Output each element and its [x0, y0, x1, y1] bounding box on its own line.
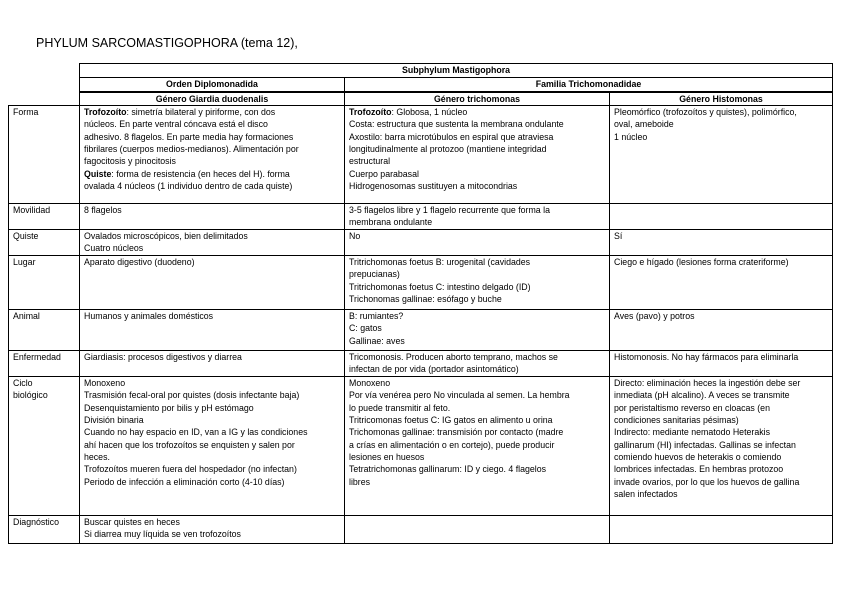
line-text: Por vía venérea pero No vinculada al semen. La hembra: [349, 390, 570, 401]
line-text: Ciego e hígado (lesiones forma crateriforme): [614, 257, 789, 267]
table-row: [9, 516, 833, 544]
cell-line: [349, 322, 606, 334]
cell-line: [349, 143, 606, 155]
line-text: División binaria: [84, 415, 144, 426]
line-text: condiciones sanitarias pésimas): [614, 415, 739, 426]
line-text: : Globosa, 1 núcleo: [391, 107, 468, 117]
cell-line: [614, 476, 829, 488]
cell-trichomonas: [345, 204, 610, 230]
line-text: oval, ameboide: [614, 119, 674, 130]
line-text: Cuerpo parabasal: [349, 168, 419, 179]
line-text: Cuando no hay espacio en ID, van a IG y las condiciones: [84, 427, 308, 438]
corner-cell: [9, 64, 80, 78]
bold-term: Trofozoíto: [84, 107, 127, 117]
line-text: Si diarrea muy líquida se ven trofozoítos: [84, 529, 241, 540]
cell-line: [349, 414, 606, 426]
cell-histomonas: [610, 204, 833, 230]
line-text: C: gatos: [349, 323, 382, 334]
cell-histomonas: [610, 256, 833, 310]
cell-line: [84, 451, 341, 463]
cell-line: [349, 155, 606, 167]
cell-line: [614, 414, 829, 426]
line-text: lo puede transmitir al feto.: [349, 402, 451, 413]
line-text: Tritrichomonas foetus C: intestino delgado (ID): [349, 281, 531, 292]
cell-line: [349, 131, 606, 143]
cell-giardia: [80, 351, 345, 377]
line-text: 1 núcleo: [614, 131, 648, 142]
cell-line: [84, 242, 341, 254]
line-text: lesiones en huesos: [349, 452, 425, 463]
cell-giardia: [80, 377, 345, 516]
line-text: Aparato digestivo (duodeno): [84, 257, 195, 267]
cell-line: [349, 281, 606, 293]
line-text: adhesivo. 8 flagelos. En parte media hay formaciones: [84, 131, 294, 142]
line-text: Monoxeno: [84, 378, 126, 388]
cell-line: [349, 451, 606, 463]
line-text: ovalada 4 núcleos (1 individuo dentro de cada quiste): [84, 181, 293, 192]
line-text: comiendo huevos de heterakis o comiendo: [614, 452, 782, 463]
cell-line: [614, 106, 829, 118]
cell-giardia: [80, 516, 345, 544]
cell-trichomonas: [345, 377, 610, 516]
cell-line: [84, 310, 341, 322]
cell-giardia: [80, 256, 345, 310]
corner-cell: [9, 78, 80, 92]
line-text: Sí: [614, 231, 623, 241]
genus-header-histomonas: Género Histomonas: [610, 92, 833, 106]
cell-line: [614, 402, 829, 414]
line-text: Directo: eliminación heces la ingestión debe ser: [614, 378, 801, 388]
corner-cell: [9, 92, 80, 106]
line-text: : simetría bilateral y piriforme, con dos: [126, 107, 276, 117]
cell-line: [349, 426, 606, 438]
mastigophora-table: [8, 63, 833, 544]
row-label: Forma: [9, 106, 80, 204]
cell-line: [349, 230, 606, 242]
cell-line: [84, 204, 341, 216]
row-label: Lugar: [9, 256, 80, 310]
line-text: Monoxeno: [349, 378, 391, 388]
row-label: Enfermedad: [9, 351, 80, 377]
row-label: Diagnóstico: [9, 516, 80, 544]
row-label: [9, 377, 80, 516]
cell-giardia: [80, 310, 345, 351]
cell-line: [614, 439, 829, 451]
cell-line: [349, 363, 606, 375]
cell-line: [84, 143, 341, 155]
cell-line: [614, 118, 829, 130]
cell-histomonas: [610, 377, 833, 516]
cell-line: [349, 351, 606, 363]
familia-header: Familia Trichomonadidae: [345, 78, 833, 92]
bold-term: Trofozoíto: [349, 107, 392, 117]
table-row: [9, 351, 833, 377]
cell-line: [84, 106, 341, 118]
cell-line: [84, 414, 341, 426]
line-text: 8 flagelos: [84, 205, 122, 215]
line-text: Trasmisión fecal-oral por quistes (dosis infectante baja): [84, 390, 300, 401]
line-text: por peristaltismo reverso en cloacas (en: [614, 402, 770, 413]
cell-trichomonas: [345, 310, 610, 351]
line-text: Costa: estructura que sustenta la membrana ondulante: [349, 119, 564, 130]
line-text: libres: [349, 476, 371, 487]
table-row: [9, 106, 833, 204]
cell-line: [84, 351, 341, 363]
cell-line: [349, 204, 606, 216]
cell-line: [349, 106, 606, 118]
cell-line: [349, 439, 606, 451]
cell-histomonas: [610, 106, 833, 204]
page-title: PHYLUM SARCOMASTIGOPHORA (tema 12),: [36, 36, 298, 50]
cell-line: [349, 293, 606, 305]
line-text: lombrices infectadas. En hembras protozoo: [614, 464, 784, 475]
cell-line: [614, 451, 829, 463]
line-text: Tetratrichomonas gallinarum: ID y ciego. 4 flagelos: [349, 464, 547, 475]
cell-line: [349, 402, 606, 414]
cell-line: [84, 528, 341, 540]
cell-line: [84, 426, 341, 438]
line-text: Tritrichomonas foetus B: urogenital (cavidades: [349, 257, 531, 267]
line-text: Histomonosis. No hay fármacos para eliminarla: [614, 352, 799, 362]
cell-line: [84, 439, 341, 451]
cell-line: [349, 256, 606, 268]
table-row: [9, 310, 833, 351]
cell-line: [614, 131, 829, 143]
line-text: Trofozoítos mueren fuera del hospedador (no infectan): [84, 464, 297, 475]
line-text: membrana ondulante: [349, 217, 433, 228]
cell-line: [84, 377, 341, 389]
line-text: heces.: [84, 452, 110, 463]
genus-header-giardia: Género Giardia duodenalis: [80, 92, 345, 106]
cell-line: [349, 180, 606, 192]
cell-line: [614, 463, 829, 475]
cell-line: [84, 118, 341, 130]
cell-line: [614, 310, 829, 322]
cell-line: [614, 230, 829, 242]
cell-line: [349, 310, 606, 322]
line-text: núcleos. En parte ventral cóncava está el disco: [84, 119, 268, 130]
cell-giardia: [80, 106, 345, 204]
cell-giardia: [80, 204, 345, 230]
line-text: Pleomórfico (trofozoítos y quistes), polimórfico,: [614, 107, 797, 117]
row-label-line: biológico: [13, 390, 48, 401]
line-text: prepucianas): [349, 269, 400, 280]
line-text: gallinarum (HI) infectadas. Gallinas se infectan: [614, 439, 796, 450]
cell-line: [349, 268, 606, 280]
table-row: [9, 204, 833, 230]
line-text: : forma de resistencia (en heces del H). forma: [111, 168, 290, 179]
cell-line: [84, 463, 341, 475]
line-text: longitudinalmente al protozoo (mantiene integridad: [349, 144, 547, 155]
line-text: salen infectados: [614, 489, 678, 500]
cell-line: [614, 256, 829, 268]
cell-line: [349, 463, 606, 475]
row-label: Quiste: [9, 230, 80, 256]
line-text: No: [349, 231, 361, 241]
cell-histomonas: [610, 351, 833, 377]
cell-trichomonas: [345, 351, 610, 377]
line-text: Cuatro núcleos: [84, 243, 144, 254]
cell-line: [84, 256, 341, 268]
cell-line: [349, 476, 606, 488]
line-text: a crías en alimentación o en cortejo), puede producir: [349, 439, 555, 450]
table-row: [9, 230, 833, 256]
bold-term: Quiste: [84, 168, 112, 179]
cell-line: [84, 168, 341, 180]
cell-line: [349, 216, 606, 228]
cell-giardia: [80, 230, 345, 256]
row-label-line: Ciclo: [13, 378, 33, 388]
line-text: Desenquistamiento por bilis y pH estómago: [84, 402, 254, 413]
row-label: Movilidad: [9, 204, 80, 230]
cell-line: [84, 402, 341, 414]
line-text: Giardiasis: procesos digestivos y diarrea: [84, 352, 242, 362]
table-row: [9, 377, 833, 516]
line-text: fibrilares (cuerpos medios-medianos). Alimentación por: [84, 144, 299, 155]
line-text: infectan de por vida (portador asintomático): [349, 364, 519, 375]
cell-line: [614, 426, 829, 438]
line-text: 3-5 flagelos libre y 1 flagelo recurrente que forma la: [349, 205, 550, 215]
line-text: Hidrogenosomas sustituyen a mitocondrias: [349, 181, 518, 192]
line-text: invade ovarios, por lo que los huevos de gallina: [614, 476, 800, 487]
subphylum-header: Subphylum Mastigophora: [80, 64, 833, 78]
line-text: ahí hacen que los trofozoítos se enquisten y salen por: [84, 439, 295, 450]
line-text: estructural: [349, 156, 391, 167]
cell-histomonas: [610, 310, 833, 351]
cell-histomonas: [610, 516, 833, 544]
cell-line: [349, 389, 606, 401]
cell-line: [349, 118, 606, 130]
cell-trichomonas: [345, 106, 610, 204]
cell-histomonas: [610, 230, 833, 256]
line-text: Tricomonosis. Producen aborto temprano, machos se: [349, 352, 558, 362]
cell-trichomonas: [345, 516, 610, 544]
cell-line: [349, 377, 606, 389]
cell-line: [84, 180, 341, 192]
line-text: Trichomonas gallinae: transmisión por contacto (madre: [349, 427, 564, 438]
line-text: fagocitosis y pinocitosis: [84, 156, 176, 167]
cell-line: [614, 351, 829, 363]
cell-line: [614, 389, 829, 401]
cell-trichomonas: [345, 230, 610, 256]
genus-header-trichomonas: Género trichomonas: [345, 92, 610, 106]
cell-trichomonas: [345, 256, 610, 310]
line-text: Tritricomonas foetus C: IG gatos en alimento u orina: [349, 415, 553, 426]
orden-header: Orden Diplomonadida: [80, 78, 345, 92]
cell-line: [84, 476, 341, 488]
line-text: inmediata (pH alcalino). A veces se transmite: [614, 390, 790, 401]
cell-line: [349, 168, 606, 180]
cell-line: [84, 516, 341, 528]
cell-line: [84, 230, 341, 242]
table-row: [9, 256, 833, 310]
line-text: Trichonomas gallinae: esófago y buche: [349, 294, 502, 305]
line-text: Axostilo: barra microtúbulos en espiral que atraviesa: [349, 131, 554, 142]
cell-line: [614, 488, 829, 500]
line-text: B: rumiantes?: [349, 311, 404, 321]
line-text: Periodo de infección a eliminación corto (4-10 días): [84, 476, 285, 487]
line-text: Humanos y animales domésticos: [84, 311, 214, 321]
cell-line: [614, 377, 829, 389]
cell-line: [84, 389, 341, 401]
line-text: Gallinae: aves: [349, 335, 405, 346]
cell-line: [349, 335, 606, 347]
cell-line: [84, 155, 341, 167]
line-text: Indirecto: mediante nematodo Heterakis: [614, 427, 770, 438]
line-text: Aves (pavo) y potros: [614, 311, 695, 321]
row-label: Animal: [9, 310, 80, 351]
cell-line: [84, 131, 341, 143]
line-text: Ovalados microscópicos, bien delimitados: [84, 231, 248, 241]
line-text: Buscar quistes en heces: [84, 517, 180, 527]
